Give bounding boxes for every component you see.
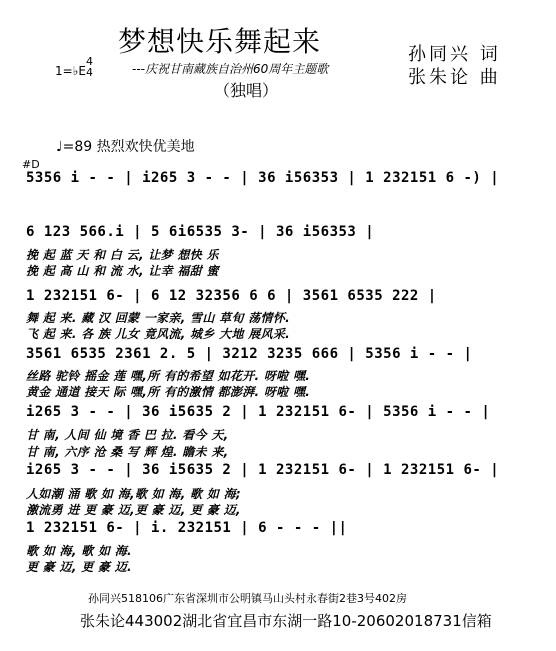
song-title: 梦想快乐舞起来 (118, 25, 322, 58)
lyrics-line-7b: 更 豪 迈, 更 豪 迈. (26, 560, 132, 574)
lyrics-line-4a: 丝路 驼铃 摇金 莲 嘿,所 有的希望 如花开. 呀啦 嘿. (26, 369, 311, 383)
lyrics-line-7a: 歌 如 海, 歌 如 海. (26, 544, 132, 558)
lyrics-line-6b: 激流勇 进 更 豪 迈,更 豪 迈, 更 豪 迈, (26, 503, 241, 517)
notation-line-3: 1 232151 6- | 6 12 32356 6 6 | 3561 6535 222 | (26, 288, 437, 304)
notation-line-1: 5356 i - - | i265 3 - - | 36 i56353 | 1 232151 6 -) | (26, 170, 500, 186)
performance-type: （独唱） (214, 81, 279, 100)
notation-line-4: 3561 6535 2361 2. 5 | 3212 3235 666 | 5356 i - - | (26, 346, 473, 362)
time-bottom: 4 (86, 66, 93, 79)
lyrics-line-5b: 甘 南, 六序 沧 桑 写 辉 煌. 瞻未 来, (26, 445, 229, 459)
lyrics-line-3b: 飞 起 来. 各 族 儿女 竟风流, 城乡 大地 展风采. (26, 327, 290, 341)
notation-line-7: 1 232151 6- | i. 232151 | 6 - - - || (26, 520, 348, 536)
composer-address: 张朱论443002湖北省宜昌市东湖一路10-20602018731信箱 (80, 612, 492, 630)
tempo-marking: ♩=89 热烈欢快优美地 (56, 139, 195, 155)
time-top: 4 (86, 55, 93, 68)
key-signature: 1=♭E (55, 64, 86, 78)
lyrics-line-6a: 人如潮 涌 歌 如 海,歌 如 海, 歌 如 海; (26, 487, 242, 501)
lyrics-line-5a: 甘 南, 人间 仙 境 香 巴 拉. 看今 天, (26, 428, 229, 442)
lyrics-line-4b: 黄金 通道 接天 际 嘿,所 有的激情 都澎湃. 呀啦 嘿. (26, 385, 311, 399)
section-mark: #D (22, 158, 40, 171)
song-subtitle: ---庆祝甘南藏族自治州60周年主题歌 (132, 62, 329, 76)
notation-line-2: 6 123 566.i | 5 6i6535 3- | 36 i56353 | (26, 224, 375, 240)
lyricist: 孙同兴 词 (408, 44, 501, 65)
lyrics-line-3a: 舞 起 来. 藏 汉 回蒙 一家亲, 雪山 草旬 荡情怀. (26, 311, 290, 325)
lyricist-address: 孙同兴518106广东省深圳市公明镇马山头村永春街2巷3号402房 (88, 592, 407, 605)
composer: 张朱论 曲 (408, 67, 501, 88)
lyrics-line-2a: 挽 起 蓝 天 和 白 云, 让梦 想快 乐 (26, 248, 219, 262)
notation-line-6: i265 3 - - | 36 i5635 2 | 1 232151 6- | 1 232151 6- | (26, 462, 500, 478)
notation-line-5: i265 3 - - | 36 i5635 2 | 1 232151 6- | 5356 i - - | (26, 404, 491, 420)
time-signature (86, 56, 93, 78)
lyrics-line-2b: 挽 起 高 山 和 流 水, 让幸 福甜 蜜 (26, 264, 219, 278)
